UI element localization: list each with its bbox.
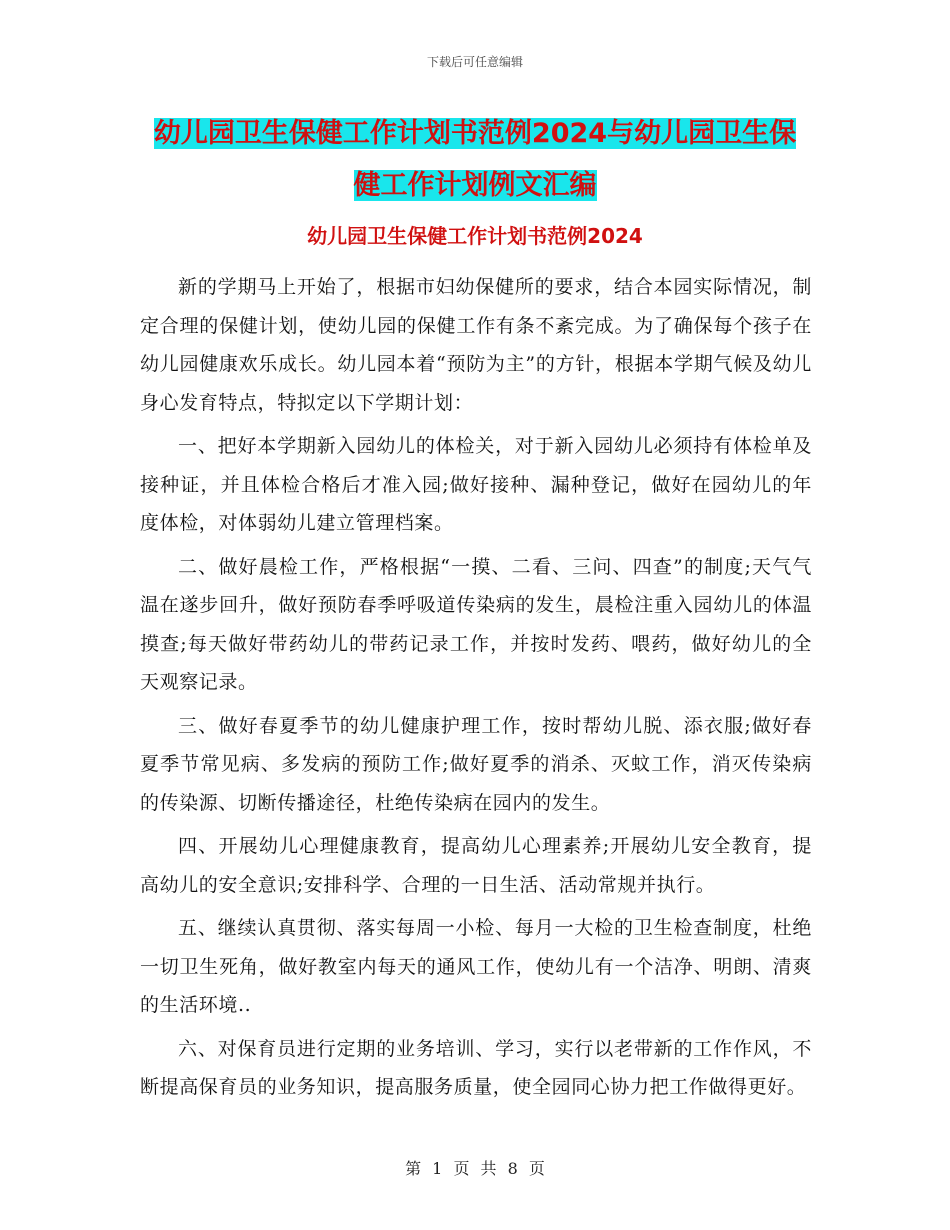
paragraph: 六、对保育员进行定期的业务培训、学习，实行以老带新的工作作风，不断提高保育员的业务知识，提高服务质量，使全园同心协力把工作做得更好。: [140, 1037, 812, 1098]
paragraph: 五、继续认真贯彻、落实每周一小检、每月一大检的卫生检查制度，杜绝一切卫生死角，做好教室内每天的通风工作，使幼儿有一个洁净、明朗、清爽的生活环境..: [140, 917, 812, 1016]
title-highlight: 健工作计划例文汇编: [353, 170, 597, 201]
document-body: [140, 268, 812, 1107]
header-note: 下载后可任意编辑: [426, 55, 523, 69]
paragraph: 三、做好春夏季节的幼儿健康护理工作，按时帮幼儿脱、添衣服;做好春夏季节常见病、多发病的预防工作;做好夏季的消杀、灭蚊工作，消灭传染病的传染源、切断传播途径，杜绝传染病在园内的发生。: [140, 714, 812, 814]
document-title-line-1: [0, 108, 950, 160]
paragraph: 四、开展幼儿心理健康教育，提高幼儿心理素养;开展幼儿安全教育，提高幼儿的安全意识;安排科学、合理的一日生活、活动常规并执行。: [140, 835, 812, 896]
paragraph: 新的学期马上开始了，根据市妇幼保健所的要求，结合本园实际情况，制定合理的保健计划，使幼儿园的保健工作有条不紊完成。为了确保每个孩子在幼儿园健康欢乐成长。幼儿园本着“预防为主”的方针，根据本学期气候及幼儿身心发育特点，特拟定以下学期计划：: [140, 276, 812, 414]
section-title: 幼儿园卫生保健工作计划书范例2024: [307, 224, 643, 248]
document-title-line-2: [0, 160, 950, 212]
title-highlight: 幼儿园卫生保健工作计划书范例2024与幼儿园卫生保: [153, 118, 797, 149]
page-number-footer: 第 1 页 共 8 页: [405, 1159, 545, 1178]
paragraph: 二、做好晨检工作，严格根据“一摸、二看、三问、四查”的制度;天气气温在遂步回升，做好预防春季呼吸道传染病的发生，晨检注重入园幼儿的体温摸查;每天做好带药幼儿的带药记录工作，并按时发药、喂药，做好幼儿的全天观察记录。: [140, 555, 812, 693]
paragraph: 一、把好本学期新入园幼儿的体检关，对于新入园幼儿必须持有体检单及接种证，并且体检合格后才准入园;做好接种、漏种登记，做好在园幼儿的年度体检，对体弱幼儿建立管理档案。: [140, 435, 812, 534]
document-title: [0, 108, 950, 212]
